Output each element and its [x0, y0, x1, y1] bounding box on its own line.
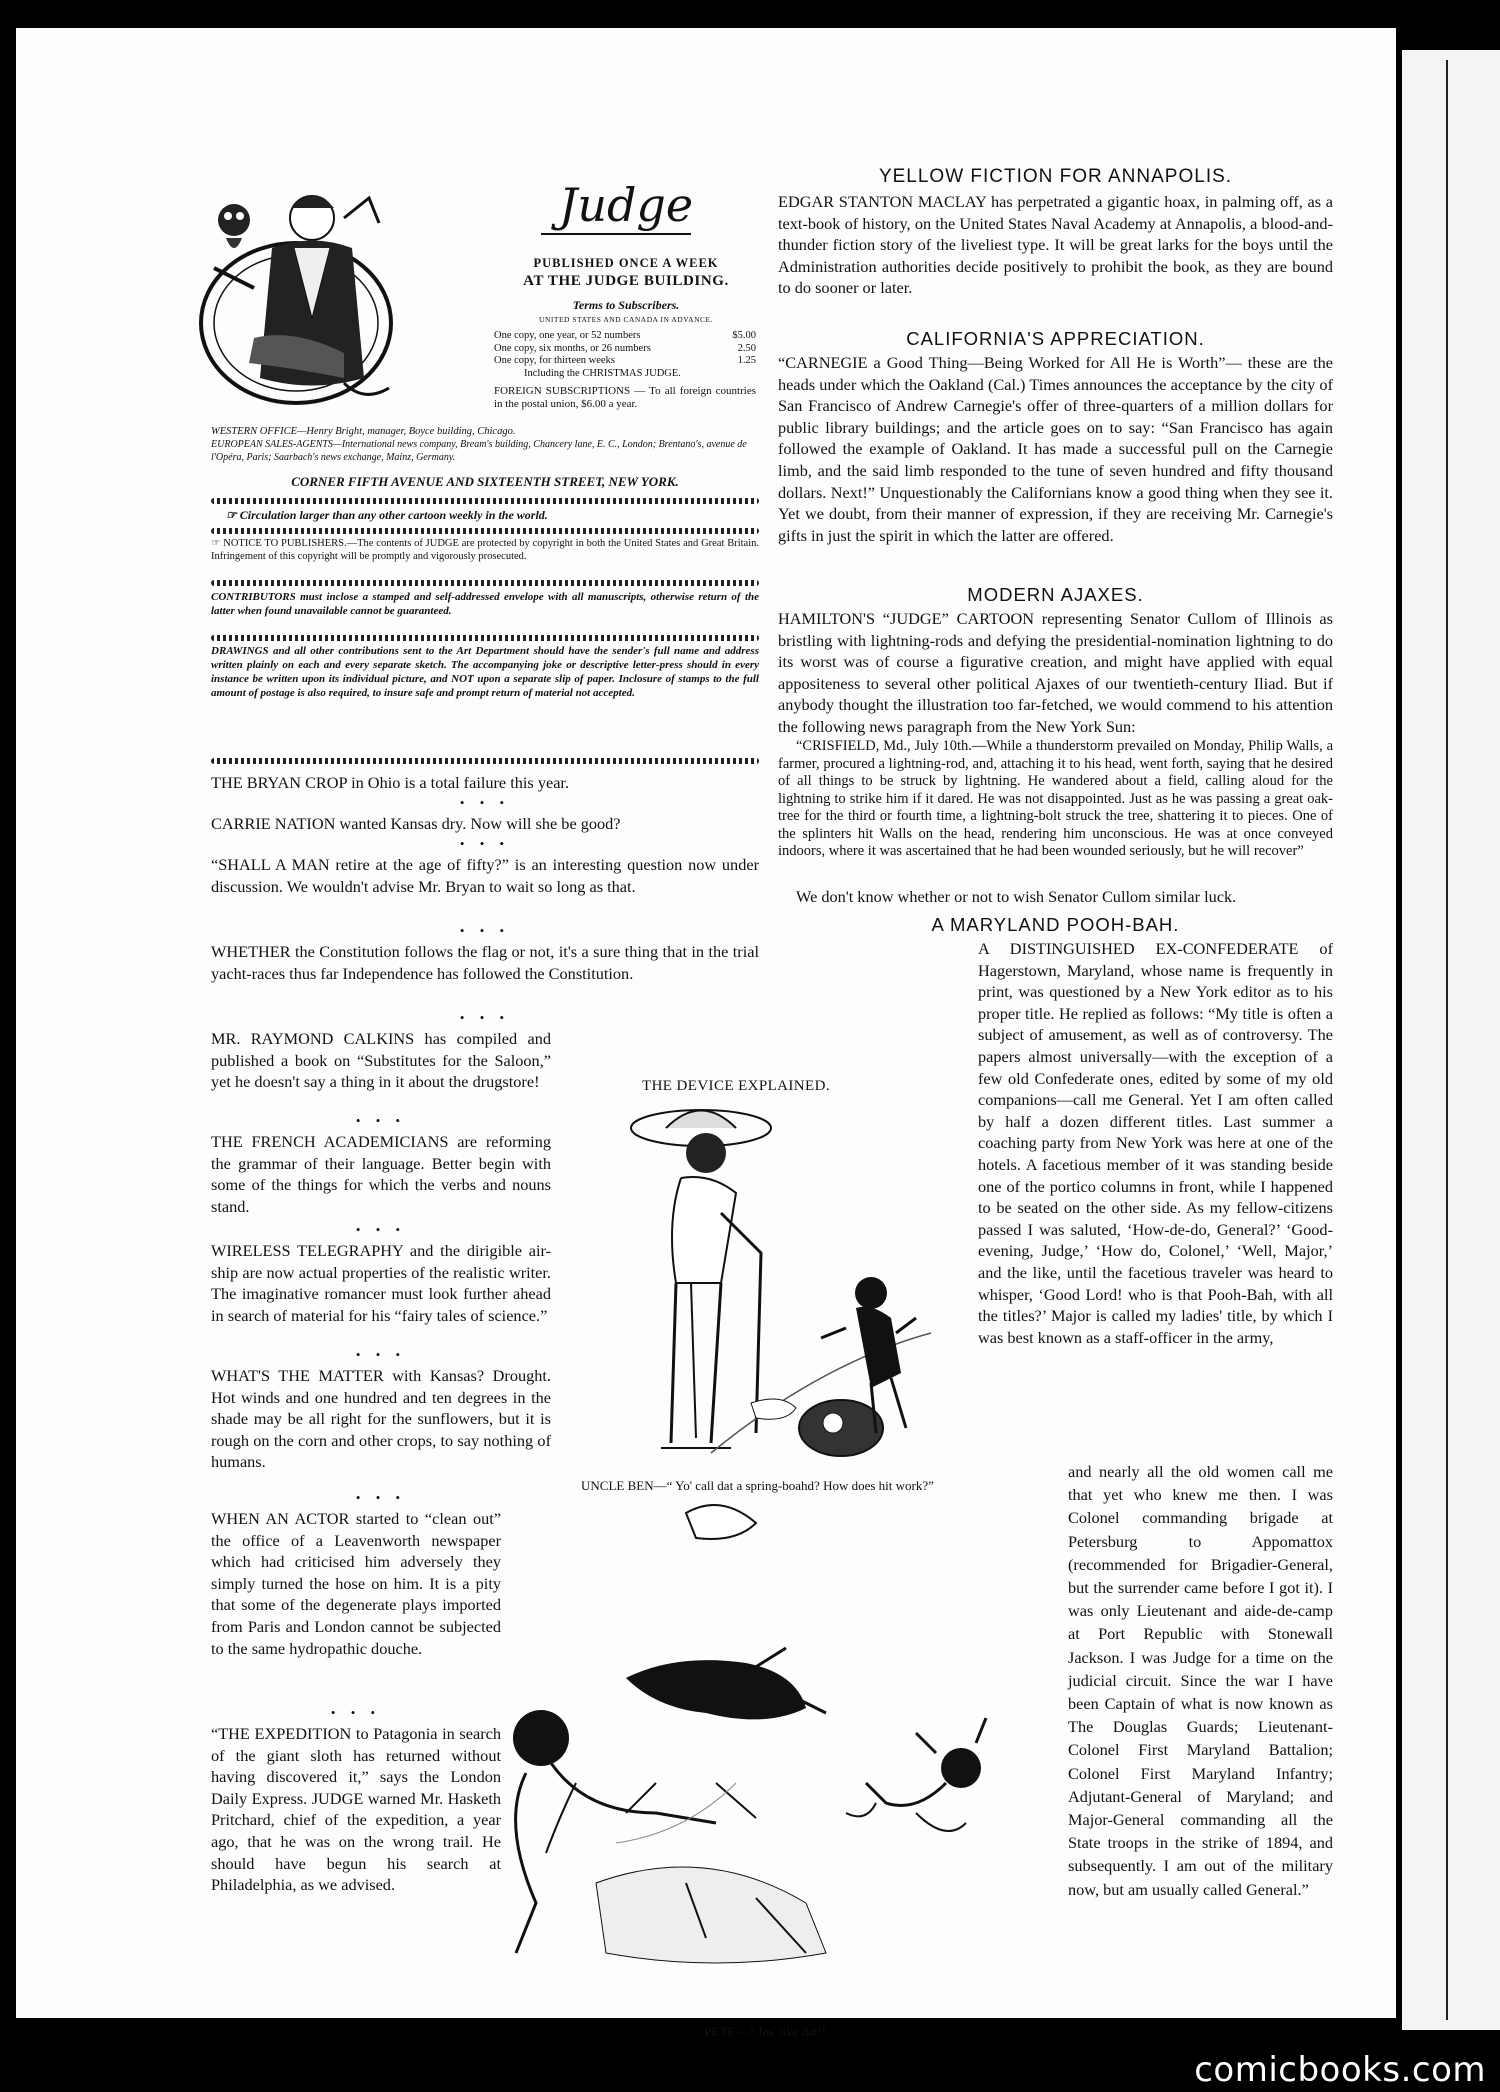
judge-building-line: AT THE JUDGE BUILDING.	[523, 273, 729, 289]
subscription-rates	[494, 330, 756, 380]
rate-row	[494, 330, 756, 343]
western-office: WESTERN OFFICE—Henry Bright, manager, Boyce building, Chicago.	[211, 426, 516, 437]
page-binding-line	[1446, 60, 1448, 2020]
caption-uncle-ben: UNCLE BEN—“ Yo' call dat a spring-boahd? How does hit work?”	[581, 1478, 934, 1493]
article-pooh-bah-part1: A DISTINGUISHED EX-CONFEDERATE of Hagerstown, Maryland, whose name is frequently in print, was questioned by a New York editor as to his proper title. He replied as follows: “My title is often a subject of amusement, as well as of controversy. The papers almost universally—with the exception of a few old Confederate ones, edited by some of my old companions—call me General. Yet I am often called by half a dozen different titles. Last summer a coaching party from New York was here at one of the hotels. A facetious member of it was standing beside one of the portico columns in front, while I happened to be seated on the other side. As my fellow-citizens passed I was saluted, ‘How-de-do, General?’ ‘Good-evening, Judge,’ ‘How do, Colonel,’ ‘Well, Major,’ and the like, until the facetious traveler was heard to whisper, ‘Good Lord! who is that Pooh-Bah, with all the titles?’ Major is called my ladies' title, by which I was best known as a staff-officer in the army,	[978, 939, 1333, 1347]
rate-row	[494, 343, 756, 356]
divider-wavy	[211, 635, 759, 641]
headline-california: CALIFORNIA'S APPRECIATION.	[906, 328, 1205, 349]
divider-wavy	[211, 580, 759, 586]
cartoon-uncle-ben	[571, 1103, 951, 1478]
pointing-hand-icon: ☞	[226, 508, 240, 522]
article-modern-ajaxes: HAMILTON'S “JUDGE” CARTOON representing Senator Cullom of Illinois as bristling with lightning-rods and defying the presidential-nomination lightning to do its worst was of course a figurative creation, and might have applied with equal appositeness to several other political Ajaxes of our twentieth-century Iliad. But if anybody thought the illustration too far-fetched, we would commend to his attention the following news paragraph from the New York Sun:	[778, 609, 1333, 736]
judge-mascot-illustration	[194, 178, 399, 408]
logo-underline	[541, 233, 691, 235]
figure-title: THE DEVICE EXPLAINED.	[642, 1078, 830, 1094]
office-address: CORNER FIFTH AVENUE AND SIXTEENTH STREET, NEW YORK.	[291, 474, 679, 489]
contributors-notice: CONTRIBUTORS must inclose a stamped and self-addressed envelope with all manuscripts, otherwise return of the latter when found unavailable cannot be guaranteed.	[211, 591, 759, 617]
pointing-hand-icon: ☞	[211, 538, 224, 549]
cartoon-pete-launch	[506, 1483, 1076, 2023]
terms-title: Terms to Subscribers.	[572, 298, 680, 312]
rate-price: 1.25	[737, 355, 756, 366]
rate-price: $5.00	[732, 330, 756, 341]
ajax-news-quote: “CRISFIELD, Md., July 10th.—While a thunderstorm prevailed on Monday, Philip Walls, a farmer, procured a lightning-rod, and, attaching it to his head, went forth, saying that he desired of all things to be struck by lightning. He wandered about a field, calling aloud for the lightning to strike him if it dared. He was not disappointed. Just as he was passing a great oak-tree for the third or fourth time, a lightning-bolt struck the tree, shattering it to pieces. One of the splinters hit Walls on the head, rendering him unconscious. He was at once conveyed indoors, where it was ascertained that he had been wounded seriously, but he will recover”	[778, 738, 1333, 859]
separator-dots: • • •	[355, 1490, 407, 1505]
separator-dots: • • •	[330, 1705, 382, 1720]
caption-pete: PETE—“ Jes' like dat!”	[704, 2024, 828, 2039]
divider-wavy	[211, 758, 759, 764]
christmas-note: Including the CHRISTMAS JUDGE.	[524, 367, 681, 379]
foreign-subscriptions: FOREIGN SUBSCRIPTIONS — To all foreign countries in the postal union, $6.00 a year.	[494, 385, 756, 410]
article-california: “CARNEGIE a Good Thing—Being Worked for All He is Worth”— these are the heads under which the Oakland (Cal.) Times announces the acceptance by the city of San Francisco of Andrew Carnegie's offer of three-quarters of a million dollars for public library buildings; and the article goes on to say: “San Francisco has again followed the example of Oakland. It has made a successful pull on the Carnegie limb, and the said limb responded to the tune of seven hundred and fifty thousand dollars. Next!” Unquestionably the Californians know a good thing when they see it. Yet we doubt, from their manner of expression, if they are receiving Mr. Carnegie's gifts in just the spirit in which the latter are offered.	[778, 353, 1333, 545]
ajax-closing-line: We don't know whether or not to wish Senator Cullom similar luck.	[796, 887, 1237, 906]
divider-wavy	[211, 498, 759, 504]
rate-label: One copy, for thirteen weeks	[494, 355, 615, 366]
item-kansas: WHAT'S THE MATTER with Kansas? Drought. Hot winds and one hundred and ten degrees in the shade may be all right for the sunflowers, but it is rough on the corn and other crops, to say nothing of humans.	[211, 1366, 551, 1472]
separator-dots: • • •	[355, 1222, 407, 1237]
separator-dots: • • •	[459, 836, 511, 851]
item-whether-constitution: WHETHER the Constitution follows the flag or not, it's a sure thing that in the trial yacht-races thus far Independence has followed the Constitution.	[211, 942, 759, 983]
watermark: comicbooks.com	[1194, 2050, 1486, 2090]
terms-note: UNITED STATES AND CANADA IN ADVANCE.	[539, 315, 713, 324]
separator-dots: • • •	[459, 795, 511, 810]
headline-modern-ajaxes: MODERN AJAXES.	[967, 584, 1144, 605]
item-shall-a-man: “SHALL A MAN retire at the age of fifty?” is an interesting question now under discussion. We wouldn't advise Mr. Bryan to wait so long as that.	[211, 855, 759, 896]
newspaper-page	[16, 28, 1396, 2039]
article-yellow-fiction: EDGAR STANTON MACLAY has perpetrated a gigantic hoax, in palming off, as a text-book of history, on the United States Naval Academy at Annapolis, a blood-and-thunder fiction story of the liveliest type. It will be great larks for the boys until the Administration authorities decide positively to prohibit the book, as they are bound to do sooner or later.	[778, 192, 1333, 298]
divider-wavy	[211, 528, 759, 534]
article-pooh-bah-part2: and nearly all the old women call me that yet who knew me then. I was Colonel commanding brigade at Petersburg to Appomattox (recommended for Brigadier-General, but the surrender came before I got it). I was only Lieutenant and aide-de-camp at Port Republic with Stonewall Jackson. I was Judge for a time on the judicial circuit. Since the war I have been Captain of what is now known as The Douglas Guards; Lieutenant-Colonel First Maryland Battalion; Colonel First Maryland Infantry; Adjutant-General of Maryland; and Major-General commanding all the State troops in the strike of 1894, and subsequently. I am out of the military now, but am usually called General.”	[1068, 1462, 1333, 1899]
separator-dots: • • •	[355, 1347, 407, 1362]
european-agents: EUROPEAN SALES-AGENTS—International news company, Bream's building, Chancery lane, E. C., London; Brentano's, avenue de l'Opéra, Paris; Saarbach's news exchange, Mainz, Germany.	[211, 439, 747, 463]
item-bryan-crop: THE BRYAN CROP in Ohio is a total failure this year.	[211, 773, 570, 792]
judge-logo: Judge	[558, 178, 694, 232]
item-raymond-calkins: MR. RAYMOND CALKINS has compiled and published a book on “Substitutes for the Saloon,” yet he doesn't say a thing in it about the drugstore!	[211, 1029, 551, 1092]
drawings-notice: DRAWINGS and all other contributions sent to the Art Department should have the sender's full name and address written plainly on each and every separate sketch. The accompanying joke or descriptive letter-press should in every instance be written upon its individual picture, and NOT upon a separate slip of paper. Inclosure of stamps to the full amount of postage is also required, to insure safe and prompt return of material not accepted.	[211, 645, 759, 699]
headline-maryland-pooh-bah: A MARYLAND POOH-BAH.	[931, 914, 1180, 935]
headline-yellow-fiction: YELLOW FICTION FOR ANNAPOLIS.	[878, 166, 1233, 187]
separator-dots: • • •	[459, 1010, 511, 1025]
rate-label: One copy, six months, or 26 numbers	[494, 342, 651, 354]
adjacent-page-edge	[1402, 50, 1500, 2030]
rate-row	[494, 355, 756, 368]
published-line: PUBLISHED ONCE A WEEK	[533, 256, 719, 270]
rate-label: One copy, one year, or 52 numbers	[494, 330, 641, 341]
item-wireless-telegraphy: WIRELESS TELEGRAPHY and the dirigible air-ship are now actual properties of the realistic writer. The imaginative romancer must look further ahead in search of material for his “fairy tales of science.”	[211, 1241, 551, 1325]
rate-price: 2.50	[737, 342, 756, 354]
item-actor: WHEN AN ACTOR started to “clean out” the office of a Leavenworth newspaper which had criticised him adversely they simply turned the hose on him. It is a pity that some of the degenerate plays imported from Paris and London cannot be subjected to the same hydropathic douche.	[211, 1509, 501, 1658]
separator-dots: • • •	[355, 1113, 407, 1128]
circulation-claim: ☞ Circulation larger than any other cartoon weekly in the world.	[226, 508, 548, 522]
publishers-notice: ☞ NOTICE TO PUBLISHERS.—The contents of JUDGE are protected by copyright in both the United States and Great Britain. Infringement of this copyright will be promptly and vigorously prosecuted.	[211, 538, 759, 562]
item-expedition: “THE EXPEDITION to Patagonia in search of the giant sloth has returned without having discovered it,” says the London Daily Express. JUDGE warned Mr. Hasketh Pritchard, chief of the expedition, a year ago, that he was on the wrong trail. He should have begun his search at Philadelphia, as we advised.	[211, 1724, 501, 1895]
separator-dots: • • •	[459, 923, 511, 938]
item-carrie-nation: CARRIE NATION wanted Kansas dry. Now will she be good?	[211, 814, 621, 833]
item-french-academicians: THE FRENCH ACADEMICIANS are reforming the grammar of their language. Better begin with some of the things for which the verbs and nouns stand.	[211, 1132, 551, 1216]
